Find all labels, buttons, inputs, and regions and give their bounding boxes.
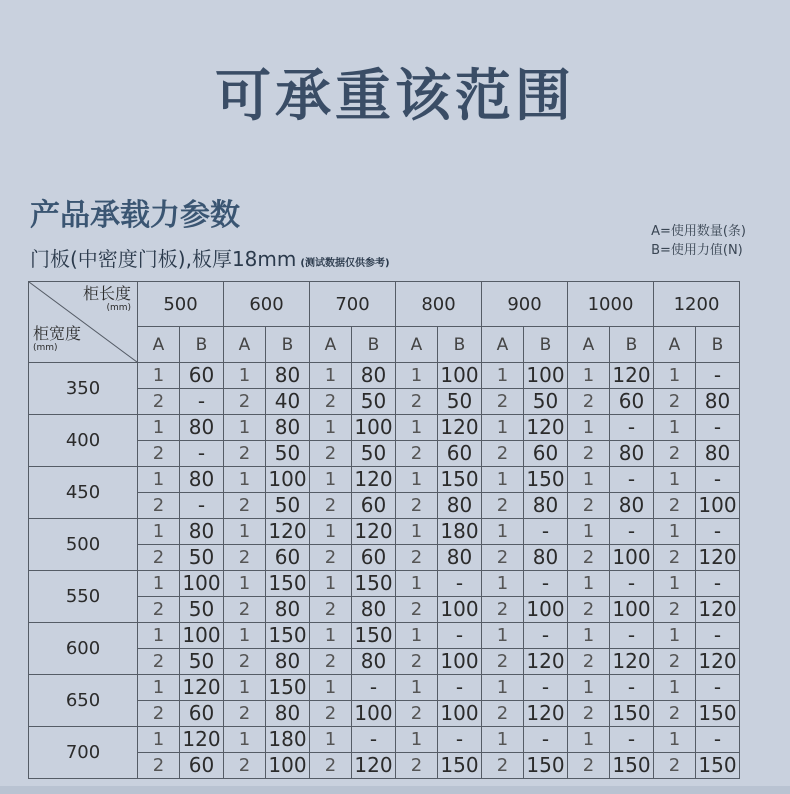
count-cell: 1 — [224, 727, 266, 753]
length-header: 1000 — [568, 282, 654, 327]
force-cell: 80 — [180, 415, 224, 441]
length-header: 800 — [396, 282, 482, 327]
length-header: 600 — [224, 282, 310, 327]
force-cell: 150 — [610, 701, 654, 727]
column-a-header: A — [138, 327, 180, 363]
count-cell: 1 — [138, 415, 180, 441]
force-cell: 180 — [266, 727, 310, 753]
force-cell: 60 — [610, 389, 654, 415]
count-cell: 1 — [482, 415, 524, 441]
count-cell: 2 — [138, 389, 180, 415]
count-cell: 2 — [482, 649, 524, 675]
force-cell: - — [524, 727, 568, 753]
force-cell: 80 — [266, 363, 310, 389]
force-cell: 60 — [438, 441, 482, 467]
count-cell: 1 — [396, 415, 438, 441]
count-cell: 1 — [396, 519, 438, 545]
count-cell: 2 — [654, 493, 696, 519]
force-cell: 120 — [180, 727, 224, 753]
count-cell: 1 — [310, 571, 352, 597]
force-cell: - — [696, 675, 740, 701]
count-cell: 2 — [396, 389, 438, 415]
count-cell: 1 — [654, 727, 696, 753]
count-cell: 2 — [482, 441, 524, 467]
force-cell: 120 — [696, 649, 740, 675]
force-cell: - — [610, 675, 654, 701]
force-cell: - — [352, 727, 396, 753]
column-a-header: A — [310, 327, 352, 363]
count-cell: 2 — [396, 493, 438, 519]
width-cell: 350 — [29, 363, 138, 415]
column-a-header: A — [396, 327, 438, 363]
force-cell: 50 — [180, 545, 224, 571]
force-cell: 100 — [352, 701, 396, 727]
count-cell: 2 — [568, 597, 610, 623]
force-cell: 60 — [180, 363, 224, 389]
force-cell: 150 — [266, 571, 310, 597]
force-cell: 60 — [524, 441, 568, 467]
count-cell: 1 — [568, 415, 610, 441]
count-cell: 1 — [310, 415, 352, 441]
corner-header — [29, 282, 138, 363]
force-cell: 100 — [438, 363, 482, 389]
length-header: 700 — [310, 282, 396, 327]
force-cell: 150 — [524, 753, 568, 779]
column-a-header: A — [482, 327, 524, 363]
count-cell: 1 — [138, 571, 180, 597]
width-cell: 650 — [29, 675, 138, 727]
force-cell: - — [610, 519, 654, 545]
count-cell: 2 — [396, 701, 438, 727]
subtitle-text: 门板(中密度门板),板厚18mm — [30, 247, 297, 271]
length-header: 1200 — [654, 282, 740, 327]
count-cell: 1 — [224, 363, 266, 389]
count-cell: 2 — [310, 493, 352, 519]
count-cell: 1 — [396, 623, 438, 649]
count-cell: 1 — [310, 727, 352, 753]
force-cell: - — [438, 571, 482, 597]
subtitle-note: (测试数据仅供参考) — [300, 258, 390, 269]
force-cell: 50 — [266, 441, 310, 467]
count-cell: 2 — [654, 441, 696, 467]
bottom-bar — [0, 786, 790, 794]
force-cell: - — [524, 623, 568, 649]
width-label — [33, 326, 81, 356]
count-cell: 2 — [310, 597, 352, 623]
count-cell: 2 — [396, 753, 438, 779]
count-cell: 1 — [568, 675, 610, 701]
count-cell: 1 — [568, 623, 610, 649]
force-cell: 120 — [696, 545, 740, 571]
width-cell: 700 — [29, 727, 138, 779]
count-cell: 2 — [138, 701, 180, 727]
count-cell: 1 — [310, 519, 352, 545]
force-cell: 80 — [352, 363, 396, 389]
force-cell: 120 — [438, 415, 482, 441]
table-row — [29, 727, 740, 753]
count-cell: 1 — [482, 519, 524, 545]
count-cell: 2 — [310, 701, 352, 727]
count-cell: 1 — [482, 675, 524, 701]
legend-b: B=使用力值(N) — [651, 243, 743, 258]
width-cell: 500 — [29, 519, 138, 571]
count-cell: 2 — [482, 701, 524, 727]
force-cell: - — [610, 415, 654, 441]
count-cell: 1 — [482, 571, 524, 597]
count-cell: 1 — [224, 675, 266, 701]
count-cell: 2 — [482, 753, 524, 779]
force-cell: 100 — [696, 493, 740, 519]
length-unit: (mm) — [106, 303, 131, 313]
force-cell: 80 — [438, 493, 482, 519]
force-cell: 50 — [180, 649, 224, 675]
force-cell: 80 — [266, 701, 310, 727]
length-header: 500 — [138, 282, 224, 327]
count-cell: 2 — [224, 597, 266, 623]
force-cell: 150 — [266, 623, 310, 649]
column-a-header: A — [654, 327, 696, 363]
count-cell: 2 — [138, 545, 180, 571]
force-cell: 120 — [524, 701, 568, 727]
legend-a: A=使用数量(条) — [651, 224, 746, 239]
count-cell: 2 — [568, 649, 610, 675]
force-cell: 80 — [352, 597, 396, 623]
force-cell: 100 — [438, 597, 482, 623]
force-cell: 100 — [352, 415, 396, 441]
section-title: 产品承载力参数 — [30, 198, 240, 233]
count-cell: 1 — [396, 571, 438, 597]
force-cell: - — [438, 623, 482, 649]
force-cell: 150 — [696, 701, 740, 727]
force-cell: - — [180, 441, 224, 467]
count-cell: 2 — [654, 545, 696, 571]
count-cell: 2 — [568, 493, 610, 519]
force-cell: 100 — [610, 545, 654, 571]
count-cell: 1 — [310, 675, 352, 701]
force-cell: 80 — [696, 441, 740, 467]
force-cell: - — [610, 623, 654, 649]
force-cell: - — [438, 727, 482, 753]
force-cell: 120 — [524, 415, 568, 441]
force-cell: 150 — [610, 753, 654, 779]
count-cell: 2 — [482, 493, 524, 519]
count-cell: 2 — [138, 441, 180, 467]
width-cell: 550 — [29, 571, 138, 623]
column-b-header: B — [438, 327, 482, 363]
count-cell: 1 — [138, 675, 180, 701]
force-cell: 120 — [352, 467, 396, 493]
force-cell: 150 — [438, 467, 482, 493]
count-cell: 1 — [138, 363, 180, 389]
count-cell: 2 — [396, 545, 438, 571]
force-cell: 80 — [524, 545, 568, 571]
count-cell: 1 — [482, 623, 524, 649]
count-cell: 1 — [224, 467, 266, 493]
force-cell: 80 — [438, 545, 482, 571]
force-cell: 100 — [610, 597, 654, 623]
count-cell: 2 — [396, 649, 438, 675]
force-cell: 40 — [266, 389, 310, 415]
count-cell: 2 — [568, 441, 610, 467]
force-cell: - — [696, 623, 740, 649]
column-b-header: B — [352, 327, 396, 363]
count-cell: 2 — [482, 389, 524, 415]
count-cell: 1 — [224, 571, 266, 597]
table-row — [29, 519, 740, 545]
force-cell: 80 — [696, 389, 740, 415]
force-cell: - — [696, 363, 740, 389]
count-cell: 2 — [654, 649, 696, 675]
count-cell: 2 — [568, 701, 610, 727]
table-row — [29, 571, 740, 597]
force-cell: 80 — [610, 441, 654, 467]
table-row — [29, 675, 740, 701]
force-cell: - — [180, 493, 224, 519]
force-cell: - — [524, 571, 568, 597]
count-cell: 1 — [224, 415, 266, 441]
force-cell: - — [610, 571, 654, 597]
force-cell: - — [696, 467, 740, 493]
count-cell: 1 — [654, 519, 696, 545]
force-cell: - — [180, 389, 224, 415]
count-cell: 2 — [138, 493, 180, 519]
force-cell: 50 — [180, 597, 224, 623]
count-cell: 2 — [654, 701, 696, 727]
force-cell: 120 — [696, 597, 740, 623]
count-cell: 1 — [138, 727, 180, 753]
force-cell: - — [524, 519, 568, 545]
force-cell: 180 — [438, 519, 482, 545]
count-cell: 1 — [568, 519, 610, 545]
width-cell: 400 — [29, 415, 138, 467]
force-cell: 50 — [438, 389, 482, 415]
column-b-header: B — [180, 327, 224, 363]
count-cell: 1 — [568, 727, 610, 753]
count-cell: 1 — [654, 675, 696, 701]
force-cell: 150 — [524, 467, 568, 493]
force-cell: 100 — [438, 701, 482, 727]
force-cell: 150 — [266, 675, 310, 701]
table-row — [29, 415, 740, 441]
count-cell: 2 — [568, 545, 610, 571]
width-label-text: 柜宽度 — [33, 324, 82, 343]
force-cell: 60 — [180, 701, 224, 727]
count-cell: 2 — [138, 753, 180, 779]
table-row — [29, 467, 740, 493]
count-cell: 2 — [396, 597, 438, 623]
column-b-header: B — [266, 327, 310, 363]
force-cell: - — [696, 571, 740, 597]
count-cell: 2 — [482, 597, 524, 623]
column-b-header: B — [610, 327, 654, 363]
force-cell: - — [610, 467, 654, 493]
force-cell: 80 — [266, 415, 310, 441]
force-cell: 150 — [438, 753, 482, 779]
count-cell: 1 — [396, 675, 438, 701]
count-cell: 1 — [568, 571, 610, 597]
count-cell: 2 — [310, 753, 352, 779]
force-cell: 80 — [180, 467, 224, 493]
count-cell: 1 — [310, 623, 352, 649]
count-cell: 2 — [224, 545, 266, 571]
count-cell: 1 — [138, 467, 180, 493]
count-cell: 2 — [654, 597, 696, 623]
force-cell: 120 — [610, 363, 654, 389]
count-cell: 2 — [224, 701, 266, 727]
count-cell: 1 — [138, 623, 180, 649]
force-cell: - — [352, 675, 396, 701]
length-label-text: 柜长度 — [82, 284, 131, 303]
force-cell: 120 — [266, 519, 310, 545]
force-cell: 80 — [524, 493, 568, 519]
count-cell: 2 — [224, 389, 266, 415]
force-cell: 60 — [266, 545, 310, 571]
count-cell: 1 — [482, 363, 524, 389]
count-cell: 2 — [654, 389, 696, 415]
count-cell: 1 — [654, 415, 696, 441]
load-parameter-table — [28, 281, 740, 779]
force-cell: 80 — [266, 649, 310, 675]
count-cell: 1 — [396, 467, 438, 493]
force-cell: 60 — [352, 493, 396, 519]
count-cell: 1 — [224, 623, 266, 649]
count-cell: 2 — [138, 649, 180, 675]
force-cell: 120 — [524, 649, 568, 675]
force-cell: 100 — [438, 649, 482, 675]
count-cell: 2 — [568, 753, 610, 779]
force-cell: 50 — [352, 389, 396, 415]
force-cell: 120 — [610, 649, 654, 675]
force-cell: 60 — [352, 545, 396, 571]
count-cell: 2 — [224, 753, 266, 779]
force-cell: - — [524, 675, 568, 701]
force-cell: 50 — [524, 389, 568, 415]
count-cell: 2 — [224, 493, 266, 519]
count-cell: 2 — [224, 649, 266, 675]
count-cell: 2 — [310, 389, 352, 415]
table-row — [29, 363, 740, 389]
count-cell: 1 — [568, 363, 610, 389]
force-cell: - — [696, 727, 740, 753]
count-cell: 1 — [654, 363, 696, 389]
force-cell: 150 — [696, 753, 740, 779]
force-cell: - — [610, 727, 654, 753]
force-cell: 120 — [352, 753, 396, 779]
force-cell: 100 — [180, 623, 224, 649]
count-cell: 1 — [654, 571, 696, 597]
count-cell: 1 — [654, 467, 696, 493]
force-cell: - — [438, 675, 482, 701]
count-cell: 1 — [310, 363, 352, 389]
length-header: 900 — [482, 282, 568, 327]
width-cell: 600 — [29, 623, 138, 675]
force-cell: 120 — [180, 675, 224, 701]
force-cell: 80 — [266, 597, 310, 623]
count-cell: 1 — [568, 467, 610, 493]
count-cell: 1 — [138, 519, 180, 545]
force-cell: - — [696, 415, 740, 441]
count-cell: 2 — [138, 597, 180, 623]
count-cell: 1 — [224, 519, 266, 545]
force-cell: 80 — [610, 493, 654, 519]
force-cell: 80 — [352, 649, 396, 675]
width-unit: (mm) — [33, 343, 58, 353]
force-cell: 150 — [352, 571, 396, 597]
width-cell: 450 — [29, 467, 138, 519]
count-cell: 2 — [396, 441, 438, 467]
count-cell: 2 — [482, 545, 524, 571]
force-cell: 100 — [524, 597, 568, 623]
force-cell: 100 — [180, 571, 224, 597]
count-cell: 2 — [568, 389, 610, 415]
count-cell: 1 — [396, 727, 438, 753]
count-cell: 1 — [482, 727, 524, 753]
force-cell: 60 — [180, 753, 224, 779]
count-cell: 2 — [310, 441, 352, 467]
page-title: 可承重该范围 — [215, 64, 575, 129]
count-cell: 1 — [310, 467, 352, 493]
force-cell: 100 — [524, 363, 568, 389]
count-cell: 1 — [396, 363, 438, 389]
count-cell: 2 — [654, 753, 696, 779]
count-cell: 2 — [310, 545, 352, 571]
force-cell: 150 — [352, 623, 396, 649]
force-cell: 80 — [180, 519, 224, 545]
length-label — [83, 286, 131, 316]
count-cell: 2 — [310, 649, 352, 675]
force-cell: 100 — [266, 467, 310, 493]
force-cell: 50 — [266, 493, 310, 519]
force-cell: 120 — [352, 519, 396, 545]
column-b-header: B — [524, 327, 568, 363]
legend — [651, 222, 746, 260]
count-cell: 1 — [654, 623, 696, 649]
column-a-header: A — [224, 327, 266, 363]
subtitle — [30, 243, 390, 272]
force-cell: 100 — [266, 753, 310, 779]
count-cell: 2 — [224, 441, 266, 467]
count-cell: 1 — [482, 467, 524, 493]
table-row — [29, 623, 740, 649]
column-b-header: B — [696, 327, 740, 363]
force-cell: - — [696, 519, 740, 545]
column-a-header: A — [568, 327, 610, 363]
force-cell: 50 — [352, 441, 396, 467]
